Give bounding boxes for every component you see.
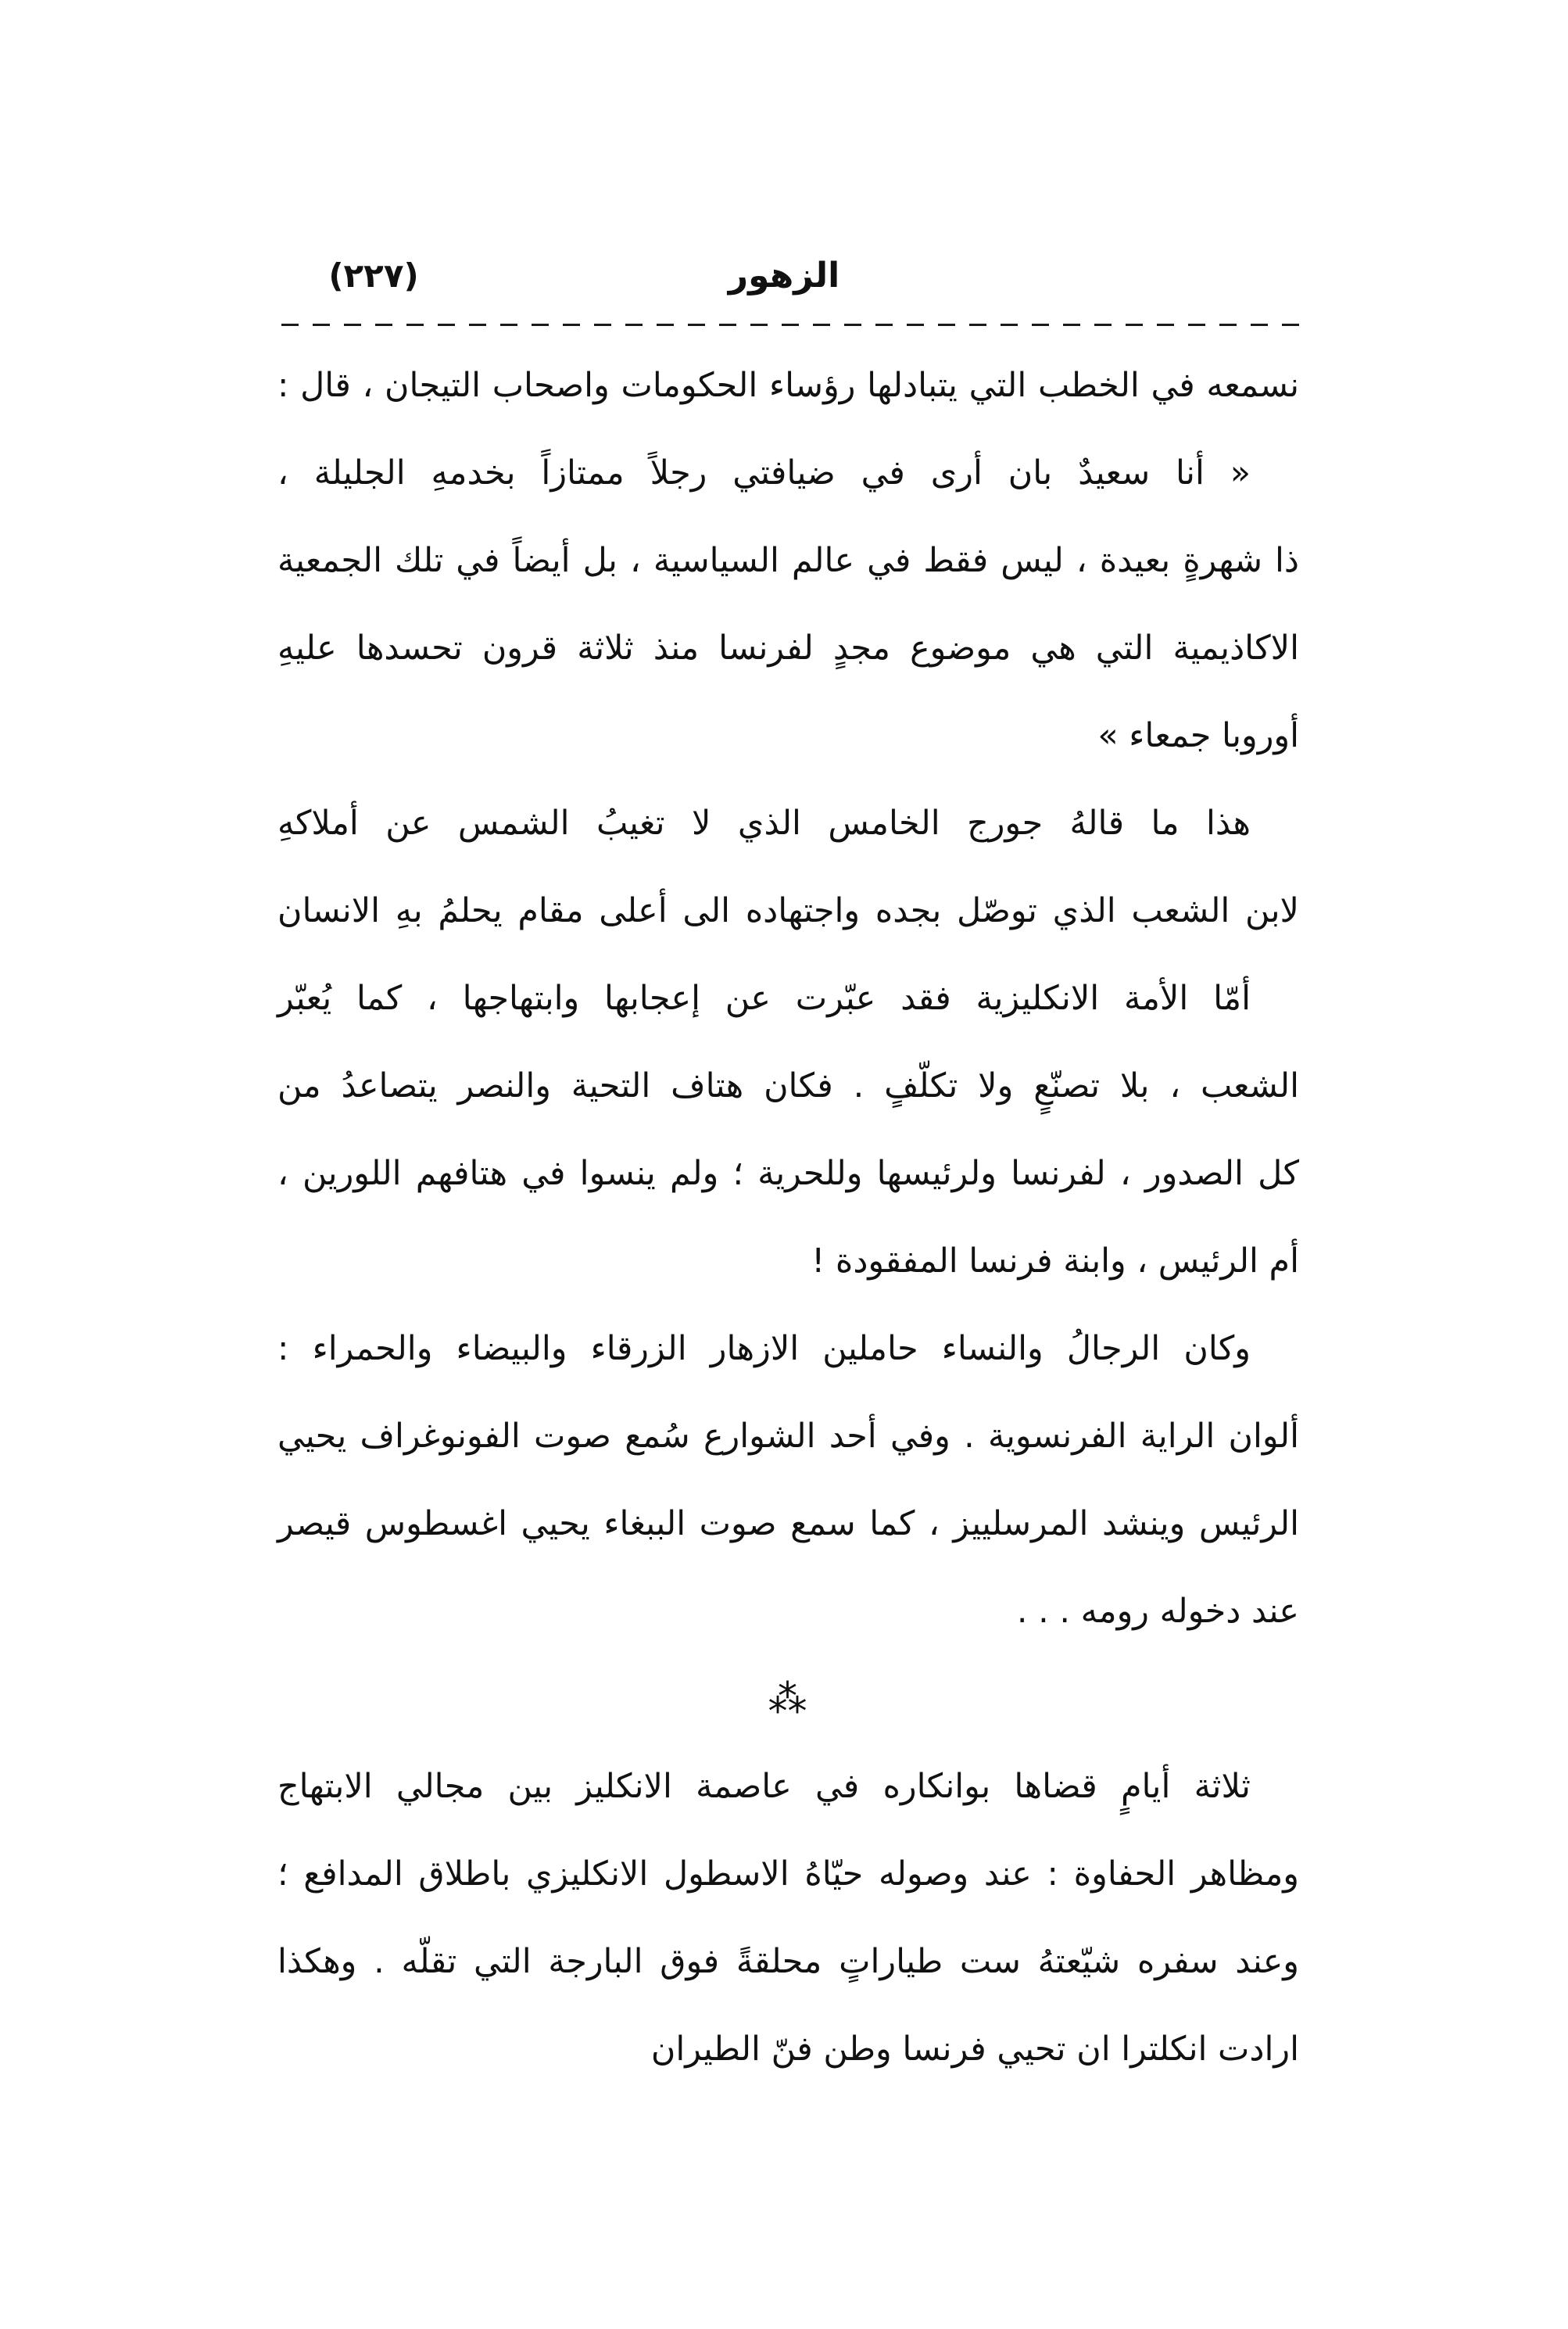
text-line — [276, 1305, 1299, 1392]
line-text: الشعب ، بلا تصنّعٍ ولا تكلّفٍ . فكان هتاف التحية والنصر يتصاعدُ من — [277, 1066, 1299, 1105]
line-text: أمّا الأمة الانكليزية فقد عبّرت عن إعجابها وابتهاجها ، كما يُعبّر — [277, 979, 1251, 1018]
paragraph — [276, 779, 1299, 955]
line-text: ذا شهرةٍ بعيدة ، ليس فقط في عالم السياسية ، بل أيضاً في تلك الجمعية — [277, 541, 1299, 580]
line-text: ألوان الراية الفرنسوية . وفي أحد الشوارع سُمع صوت الفونوغراف يحيي — [277, 1417, 1299, 1456]
text-line — [276, 955, 1299, 1042]
line-text: ومظاهر الحفاوة : عند وصوله حيّاهُ الاسطول الانكليزي باطلاق المدافع ؛ — [277, 1854, 1299, 1894]
paragraph — [276, 1305, 1299, 1655]
text-line — [276, 1392, 1299, 1480]
line-text: وعند سفره شيّعتهُ ست طياراتٍ محلقةً فوق البارجة التي تقلّه . وهكذا — [277, 1942, 1299, 1981]
line-text: هذا ما قالهُ جورج الخامس الذي لا تغيبُ الشمس عن أملاكهِ — [277, 804, 1251, 843]
text-line — [276, 604, 1299, 692]
line-text: وكان الرجالُ والنساء حاملين الازهار الزرقاء والبيضاء والحمراء : — [277, 1329, 1251, 1368]
line-text: « أنا سعيدٌ بان أرى في ضيافتي رجلاً ممتازاً بخدمهِ الجليلة ، — [277, 453, 1251, 493]
line-text: ارادت انكلترا ان تحيي فرنسا وطن فنّ الطيران — [650, 2030, 1299, 2069]
section-separator-asterism: ⁂ — [768, 1676, 807, 1722]
line-text: ثلاثة أيامٍ قضاها بوانكاره في عاصمة الانكليز بين مجالي الابتهاج — [277, 1767, 1251, 1806]
paragraph — [276, 1743, 1299, 2093]
text-line — [276, 867, 1299, 955]
header-rule — [276, 324, 1299, 326]
line-text: أم الرئيس ، وابنة فرنسا المفقودة ! — [811, 1242, 1299, 1281]
text-line — [276, 1480, 1299, 1568]
text-line — [276, 1042, 1299, 1130]
text-line — [276, 2005, 1299, 2093]
text-line — [276, 779, 1299, 867]
line-text: نسمعه في الخطب التي يتبادلها رؤساء الحكومات واصحاب التيجان ، قال : — [277, 366, 1299, 405]
body-text — [276, 342, 1299, 2093]
line-text: كل الصدور ، لفرنسا ولرئيسها وللحرية ؛ ولم ينسوا في هتافهم اللورين ، — [277, 1154, 1299, 1193]
text-line — [276, 1830, 1299, 1918]
line-text: الرئيس وينشد المرسلييز ، كما سمع صوت الببغاء يحيي اغسطوس قيصر — [277, 1504, 1299, 1543]
text-line — [276, 1217, 1299, 1305]
running-head-title: الزهور — [728, 256, 840, 296]
text-line — [276, 342, 1299, 429]
text-line — [276, 429, 1299, 517]
line-text: لابن الشعب الذي توصّل بجده واجتهاده الى أعلى مقام يحلمُ بهِ الانسان — [277, 891, 1299, 930]
text-line — [276, 1743, 1299, 1830]
page-number: (٢٢٧) — [328, 256, 419, 295]
text-line — [276, 1130, 1299, 1217]
text-line — [276, 1918, 1299, 2005]
text-line — [276, 692, 1299, 779]
line-text: عند دخوله رومه . . . — [1016, 1592, 1299, 1631]
paragraph — [276, 429, 1299, 779]
line-text: الاكاذيمية التي هي موضوع مجدٍ لفرنسا منذ ثلاثة قرون تحسدها عليهِ — [277, 629, 1299, 668]
line-text: أوروبا جمعاء » — [1097, 716, 1299, 755]
text-line — [276, 1568, 1299, 1655]
paragraph — [276, 342, 1299, 429]
paragraph — [276, 955, 1299, 1305]
text-line — [276, 517, 1299, 604]
